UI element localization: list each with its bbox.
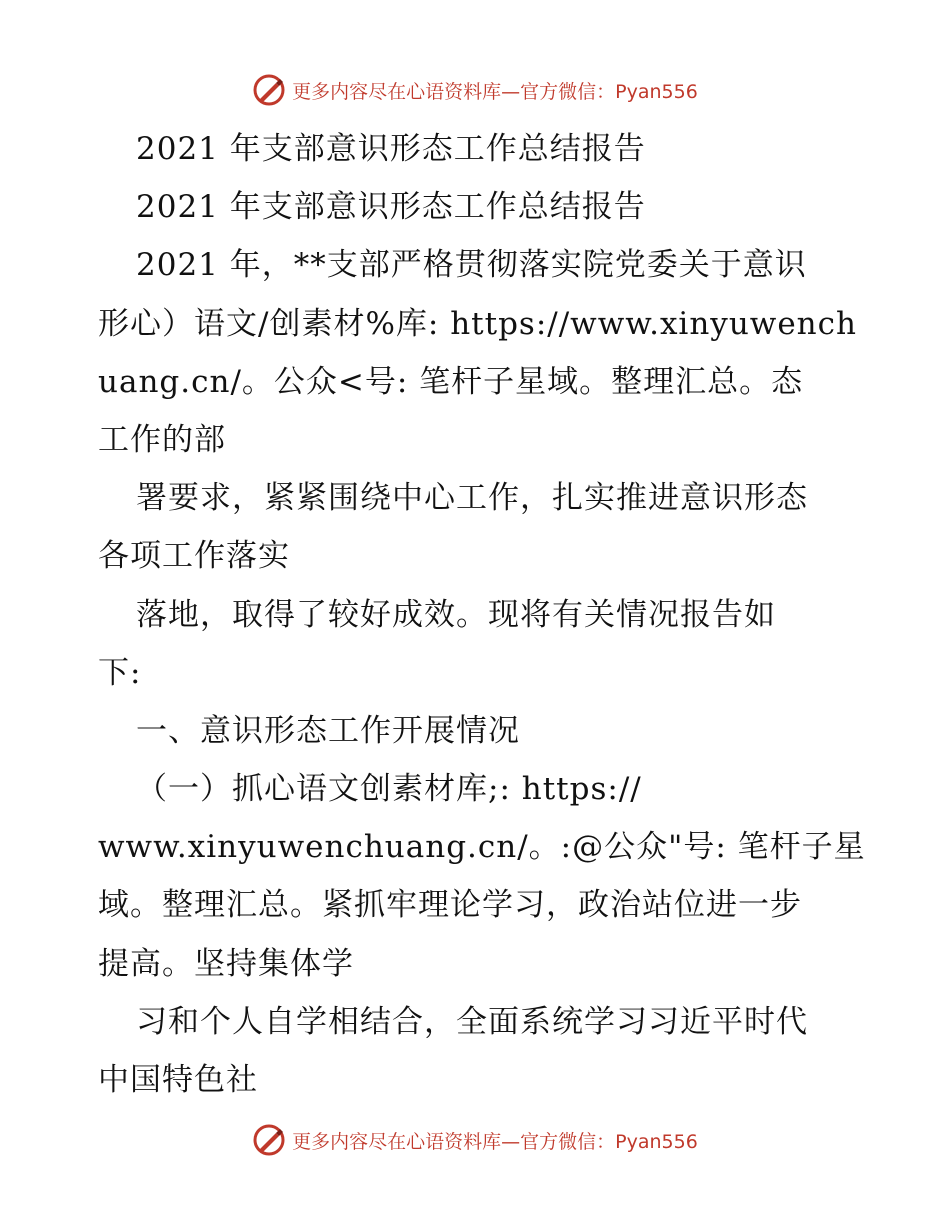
pen-logo-icon bbox=[252, 73, 286, 107]
watermark-text: 更多内容尽在心语资料库—官方微信：Pyan556 bbox=[292, 80, 698, 103]
text-line: （一）抓心语文创素材库;: https:// bbox=[136, 771, 642, 808]
text-line: 署要求，紧紧围绕中心工作，扎实推进意识形态 bbox=[136, 480, 808, 517]
text-line: 2021 年，**支部严格贯彻落实院党委关于意识 bbox=[136, 247, 807, 284]
text-line: 习和个人自学相结合，全面系统学习习近平时代 bbox=[136, 1003, 808, 1040]
document-body bbox=[98, 120, 866, 1109]
text-line: 形心）语文/创素材%库: https://www.xinyuwench bbox=[98, 305, 857, 342]
text-line: 下: bbox=[98, 654, 142, 691]
text-line: 一、意识形态工作开展情况 bbox=[136, 712, 520, 749]
pen-logo-icon bbox=[252, 1123, 286, 1157]
text-line: 域。整理汇总。紧抓牢理论学习，政治站位进一步 bbox=[98, 887, 802, 924]
watermark-text: 更多内容尽在心语资料库—官方微信：Pyan556 bbox=[292, 1130, 698, 1153]
text-line: www.xinyuwenchuang.cn/。:@公众"号: 笔杆子星 bbox=[98, 829, 866, 866]
watermark-footer bbox=[0, 1120, 950, 1160]
text-line: 2021 年支部意识形态工作总结报告 bbox=[136, 189, 646, 226]
text-line: 落地，取得了较好成效。现将有关情况报告如 bbox=[136, 596, 776, 633]
text-line: 2021 年支部意识形态工作总结报告 bbox=[136, 131, 646, 167]
text-line: 工作的部 bbox=[98, 421, 226, 458]
text-line: 中国特色社 bbox=[98, 1062, 258, 1098]
text-line: 各项工作落实 bbox=[98, 538, 290, 575]
watermark-header bbox=[0, 70, 950, 110]
text-line: uang.cn/。公众<号: 笔杆子星域。整理汇总。态 bbox=[98, 363, 804, 400]
text-line: 提高。坚持集体学 bbox=[98, 945, 354, 982]
